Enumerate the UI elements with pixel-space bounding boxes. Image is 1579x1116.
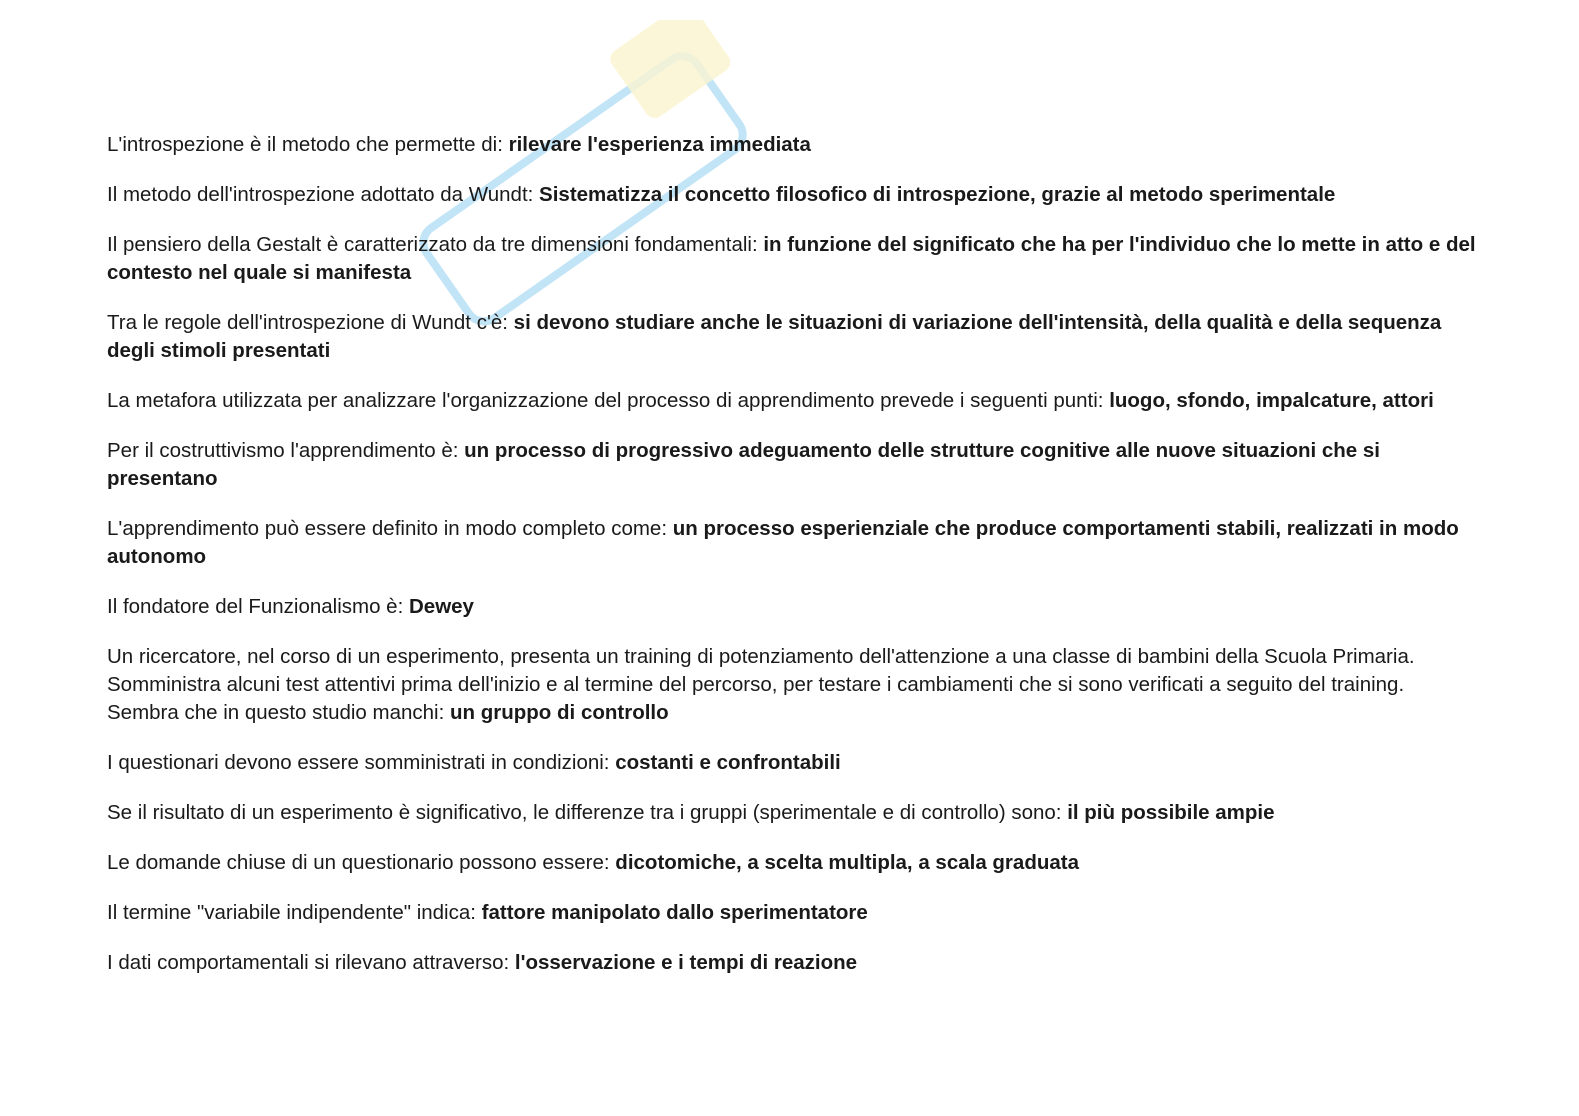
answer-text: l'osservazione e i tempi di reazione <box>514 951 858 974</box>
answer-text: fattore manipolato dallo sperimentatore <box>481 901 868 924</box>
qa-item <box>107 181 1477 209</box>
question-text: L'apprendimento può essere definito in modo completo come: <box>107 517 673 540</box>
question-text: I questionari devono essere somministrati in condizioni: <box>107 751 616 774</box>
qa-item <box>107 387 1477 415</box>
answer-text: il più possibile ampie <box>1067 801 1275 824</box>
answer-text: dicotomiche, a scelta multipla, a scala graduata <box>615 851 1079 874</box>
answer-text: in funzione del significato che ha per l'individuo che lo mette in atto e del contesto nel quale si manifesta <box>107 233 1476 284</box>
qa-item <box>107 643 1477 727</box>
question-text: Se il risultato di un esperimento è significativo, le differenze tra i gruppi (sperimentale e di controllo) sono: <box>107 801 1068 824</box>
qa-item <box>107 593 1477 621</box>
question-text: Il metodo dell'introspezione adottato da Wundt: <box>107 183 540 206</box>
answer-text: si devono studiare anche le situazioni di variazione dell'intensità, della qualità e della sequenza degli stimoli presentati <box>107 311 1442 362</box>
answer-text: luogo, sfondo, impalcature, attori <box>1109 389 1434 412</box>
qa-item <box>107 231 1477 287</box>
question-text: Il termine "variabile indipendente" indica: <box>107 901 482 924</box>
qa-item <box>107 437 1477 493</box>
question-text: Per il costruttivismo l'apprendimento è: <box>107 439 465 462</box>
question-text: Il pensiero della Gestalt è caratterizzato da tre dimensioni fondamentali: <box>107 233 764 256</box>
question-text: Tra le regole dell'introspezione di Wundt c'è: <box>107 311 514 334</box>
qa-item <box>107 749 1477 777</box>
document-body <box>107 131 1477 999</box>
answer-text: Sistematizza il concetto filosofico di introspezione, grazie al metodo sperimentale <box>539 183 1336 206</box>
question-text: La metafora utilizzata per analizzare l'organizzazione del processo di apprendimento prevede i seguenti punti: <box>107 389 1110 412</box>
qa-item <box>107 309 1477 365</box>
question-text: Il fondatore del Funzionalismo è: <box>107 595 409 618</box>
question-text: I dati comportamentali si rilevano attraverso: <box>107 951 515 974</box>
qa-item <box>107 131 1477 159</box>
qa-item <box>107 515 1477 571</box>
answer-text: rilevare l'esperienza immediata <box>508 133 811 156</box>
question-text: L'introspezione è il metodo che permette di: <box>107 133 509 156</box>
answer-text: Dewey <box>408 595 474 618</box>
answer-text: un gruppo di controllo <box>450 701 669 724</box>
question-text: Le domande chiuse di un questionario possono essere: <box>107 851 616 874</box>
qa-item <box>107 949 1477 977</box>
answer-text: un processo esperienziale che produce comportamenti stabili, realizzati in modo autonomo <box>107 517 1459 568</box>
answer-text: un processo di progressivo adeguamento delle strutture cognitive alle nuove situazioni che si presentano <box>107 439 1380 490</box>
answer-text: costanti e confrontabili <box>615 751 841 774</box>
question-text: Un ricercatore, nel corso di un esperimento, presenta un training di potenziamento dell'attenzione a una classe di bambini della Scuola Primaria. Somministra alcuni test attentivi prima dell'inizio e al termine del percorso, per testare i cambiamenti che si sono verificati a seguito del training. Sembra che in questo studio manchi: <box>107 645 1415 724</box>
qa-item <box>107 849 1477 877</box>
qa-item <box>107 899 1477 927</box>
qa-item <box>107 799 1477 827</box>
